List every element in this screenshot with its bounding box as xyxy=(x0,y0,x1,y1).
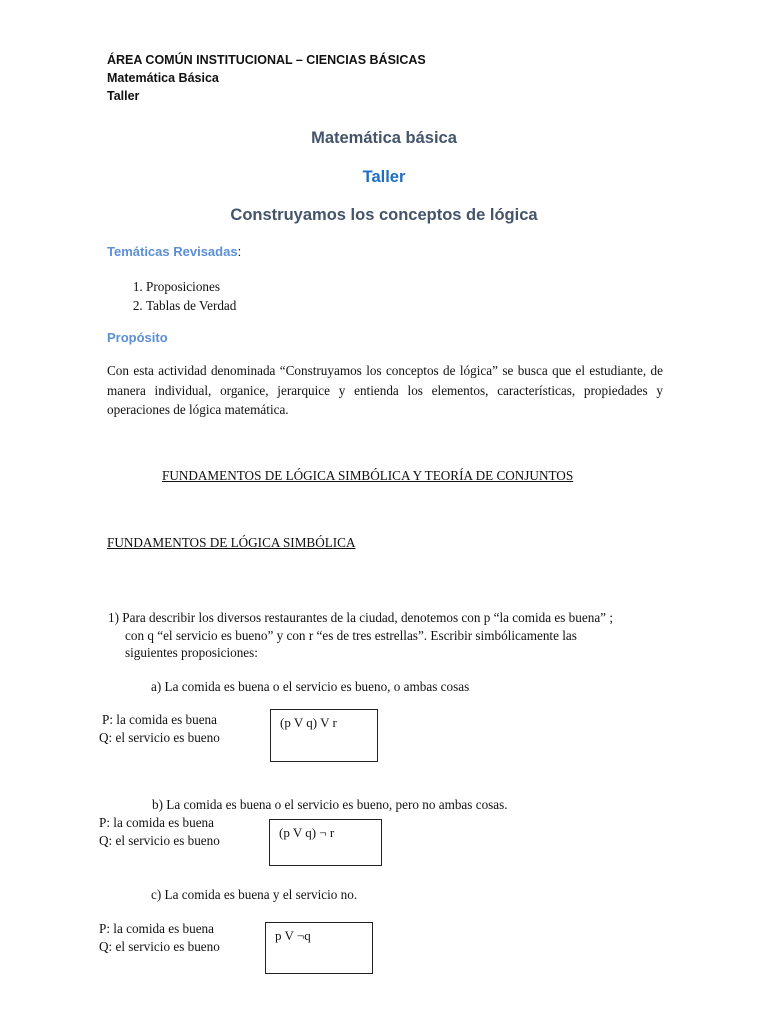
part-a-answer: (p V q) V r xyxy=(280,715,337,730)
list-item: 2. Tablas de Verdad xyxy=(146,296,236,315)
header-type: Taller xyxy=(107,89,140,103)
subsection-title: FUNDAMENTOS DE LÓGICA SIMBÓLICA xyxy=(107,535,356,550)
section-title: FUNDAMENTOS DE LÓGICA SIMBÓLICA Y TEORÍA DE CONJUNTOS xyxy=(162,468,574,483)
part-c-q-label: Q: el servicio es bueno xyxy=(99,939,220,954)
list-item: 1. Proposiciones xyxy=(146,277,236,296)
part-c-p-label: P: la comida es buena xyxy=(99,921,214,936)
question-1-line2: con q “el servicio es bueno” y con r “es de tres estrellas”. Escribir simbólicamente las xyxy=(125,627,577,643)
part-c-answer: p V ¬q xyxy=(275,928,311,943)
proposito-heading: Propósito xyxy=(107,330,168,345)
part-b-p-label: P: la comida es buena xyxy=(99,815,214,830)
question-1-line3: siguientes proposiciones: xyxy=(125,645,258,660)
part-a-prompt: a) La comida es buena o el servicio es bueno, o ambas cosas xyxy=(151,679,470,694)
topic-title: Construyamos los conceptos de lógica xyxy=(230,206,538,224)
header-institution: ÁREA COMÚN INSTITUCIONAL – CIENCIAS BÁSICAS xyxy=(107,53,426,67)
part-b-q-label: Q: el servicio es bueno xyxy=(99,833,220,848)
part-b-answer: (p V q) ¬ r xyxy=(279,825,335,840)
part-a-answer-box[interactable] xyxy=(270,709,378,762)
page-subtitle: Taller xyxy=(362,168,406,186)
part-b-prompt: b) La comida es buena o el servicio es bueno, pero no ambas cosas. xyxy=(152,797,508,812)
page-title: Matemática básica xyxy=(311,129,457,147)
proposito-paragraph: Con esta actividad denominada “Construyamos los conceptos de lógica” se busca que el estudiante, de manera individual, organice, jerarquice y entienda los elementos, características, propiedades y operaciones de lógica matemática. xyxy=(107,363,663,417)
part-b-answer-box[interactable] xyxy=(269,819,382,866)
tematicas-list xyxy=(108,277,236,315)
part-a-p-label: P: la comida es buena xyxy=(102,712,217,727)
part-c-answer-box[interactable] xyxy=(265,922,373,974)
part-a-q-label: Q: el servicio es bueno xyxy=(99,730,220,745)
tematicas-heading xyxy=(107,244,241,259)
header-course: Matemática Básica xyxy=(107,71,219,85)
question-1-line1: 1) Para describir los diversos restaurantes de la ciudad, denotemos con p “la comida es buena” ; xyxy=(108,610,613,625)
tematicas-colon: : xyxy=(237,244,242,259)
part-c-prompt: c) La comida es buena y el servicio no. xyxy=(151,887,358,902)
question-1 xyxy=(108,609,668,662)
tematicas-heading-text: Temáticas Revisadas xyxy=(107,244,238,259)
